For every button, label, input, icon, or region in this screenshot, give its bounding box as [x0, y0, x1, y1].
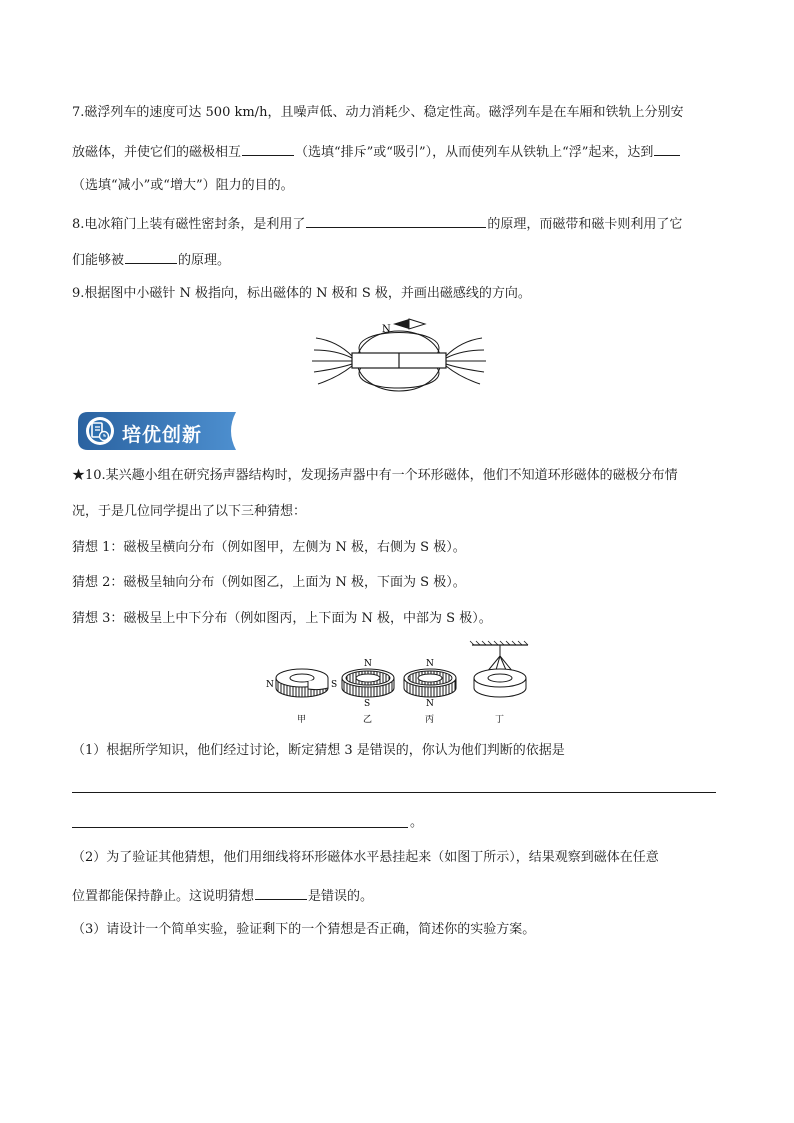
q8-text-b: 的原理，而磁带和磁卡则利用了它 [487, 217, 683, 232]
part-1-text: （1）根据所学知识，他们经过讨论，断定猜想 3 是错误的，你认为他们判断的依据是 [72, 743, 565, 758]
part-2-blank[interactable] [255, 885, 307, 900]
q10-line-2: 况，于是几位同学提出了以下三种猜想： [72, 504, 307, 519]
part-2-text-b: 是错误的。 [308, 889, 374, 904]
ring-magnet-bing [404, 669, 456, 697]
q8-blank-1[interactable] [306, 213, 486, 228]
ding-caption: 丁 [495, 715, 505, 725]
part-3-text: （3）请设计一个简单实验，验证剩下的一个猜想是否正确，简述你的实验方案。 [72, 922, 536, 937]
q7-line-1: 7.磁浮列车的速度可达 500 km/h，且噪声低、动力消耗少、稳定性高。磁浮列车是在车厢和铁轨上分别安 [72, 105, 684, 120]
part-2-text-a: 位置都能保持静止。这说明猜想 [72, 889, 255, 904]
guess-1: 猜想 1：磁极呈横向分布（例如图甲，左侧为 N 极，右侧为 S 极）。 [72, 540, 466, 555]
compass-needle-icon [393, 319, 425, 329]
q7-line-3: （选填“减小”或“增大”）阻力的目的。 [72, 178, 294, 193]
bing-caption: 丙 [425, 715, 435, 725]
yi-top-label: N [364, 659, 372, 669]
jia-right-label: S [331, 680, 338, 690]
ring-magnet-jia [276, 669, 328, 697]
jia-left-label: N [266, 680, 274, 690]
q7-blank-2[interactable] [654, 141, 680, 156]
needle-n-label: N [382, 324, 391, 335]
q9-text: 9.根据图中小磁针 N 极指向，标出磁体的 N 极和 S 极，并画出磁感线的方向。 [72, 286, 531, 301]
part-1-period: 。 [410, 815, 424, 830]
q7-line-2 [72, 141, 732, 162]
q7-blank-1[interactable] [242, 141, 294, 156]
answer-line-1[interactable] [72, 792, 716, 793]
q8-blank-2[interactable] [125, 249, 177, 264]
ring-magnet-yi [342, 669, 394, 697]
guess-2: 猜想 2：磁极呈轴向分布（例如图乙，上面为 N 极，下面为 S 极）。 [72, 575, 466, 590]
part-2-line-1: （2）为了验证其他猜想，他们用细线将环形磁体水平悬挂起来（如图丁所示），结果观察到磁体在任意 [72, 850, 659, 865]
section-title: 培优创新 [122, 424, 203, 446]
ring-magnet-ding [470, 641, 528, 697]
yi-caption: 乙 [363, 715, 373, 725]
q8-text-c: 们能够被 [72, 253, 125, 268]
guess-3: 猜想 3：磁极呈上中下分布（例如图丙，上下面为 N 极，中部为 S 极）。 [72, 611, 492, 626]
q7-text-b: （选填“排斥”或“吸引”），从而使列车从铁轨上“浮”起来，达到 [295, 145, 654, 160]
answer-line-2[interactable] [72, 827, 408, 828]
q8-text-d: 的原理。 [178, 253, 231, 268]
book-clock-icon [86, 417, 114, 445]
q7-text-a: 放磁体，并使它们的磁极相互 [72, 145, 242, 160]
ring-magnets-figure [262, 640, 542, 728]
q8-text-a: 8.电冰箱门上装有磁性密封条，是利用了 [72, 217, 306, 232]
bing-top-label: N [426, 659, 434, 669]
bing-bottom-label: N [426, 699, 434, 709]
q10-line-1: ★10.某兴趣小组在研究扬声器结构时，发现扬声器中有一个环形磁体，他们不知道环形磁体的磁极分布情 [72, 468, 678, 483]
q8-line-2 [72, 249, 732, 270]
jia-caption: 甲 [297, 715, 307, 725]
part-2-line-2 [72, 885, 732, 906]
yi-bottom-label: S [364, 699, 371, 709]
q8-line-1 [72, 213, 732, 234]
bar-magnet-figure [312, 318, 486, 398]
